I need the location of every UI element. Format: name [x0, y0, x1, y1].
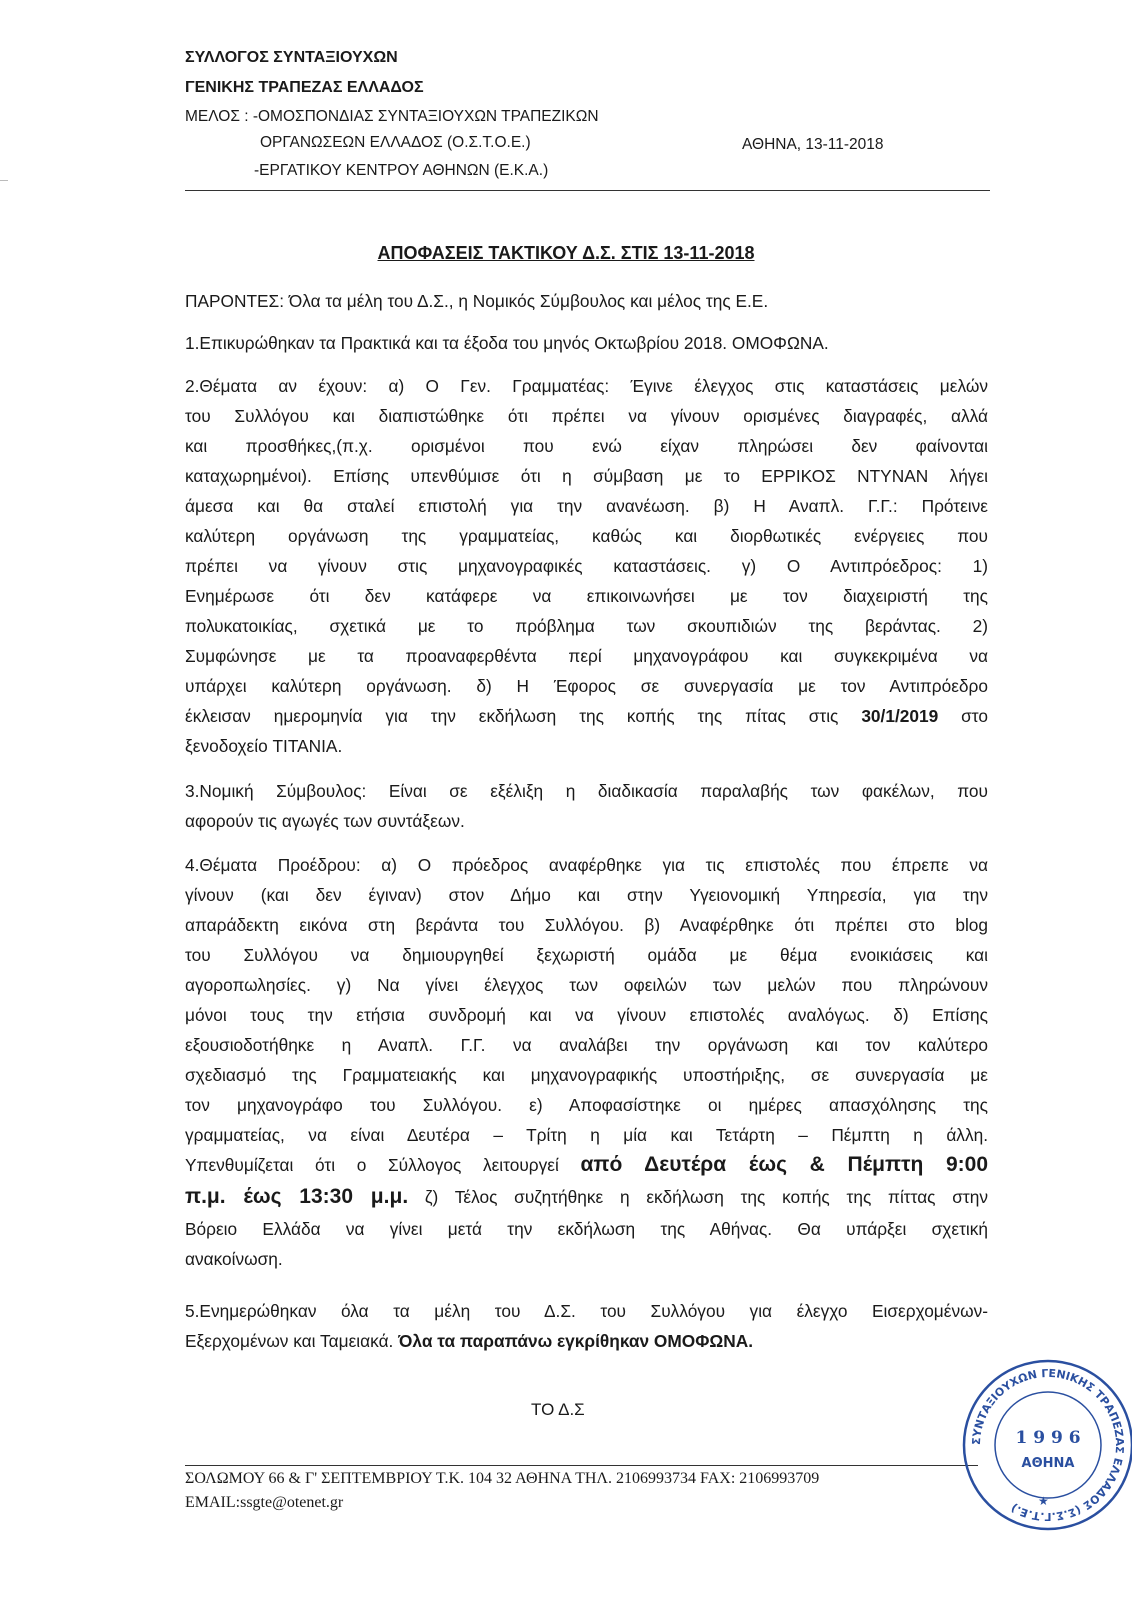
item-1-paragraph [185, 328, 988, 358]
item-2-text: στο [961, 706, 988, 726]
item-4-line [185, 1182, 988, 1214]
org-name: ΣΥΛΛΟΓΟΣ ΣΥΝΤΑΞΙΟΥΧΩΝ [185, 49, 398, 66]
item-2-line: Συμφώνησε με τα προαναφερθέντα περί μηχανογράφου και συγκεκριμένα να [185, 646, 988, 666]
attendees-line: ΠΑΡΟΝΤΕΣ: Όλα τα μέλη του Δ.Σ., η Νομικός Σύμβουλος και μέλος της Ε.Ε. [185, 291, 769, 311]
item-4-line: Βόρειο Ελλάδα να γίνει μετά την εκδήλωση της Αθήνας. Θα υπάρξει σχετική [185, 1219, 988, 1239]
item-4-line: απαράδεκτη εικόνα στη βεράντα του Συλλόγου. β) Αναφέρθηκε ότι πρέπει στο blog [185, 915, 988, 935]
item-4-line: ανακοίνωση. [185, 1249, 283, 1269]
item-2-paragraph [185, 371, 988, 761]
approval-statement: Όλα τα παραπάνω εγκρίθηκαν ΟΜΟΦΩΝΑ. [398, 1331, 753, 1351]
member-of-eka: -ΕΡΓΑΤΙΚΟΥ ΚΕΝΤΡΟΥ ΑΘΗΝΩΝ (Ε.Κ.Α.) [254, 162, 549, 179]
item-5-paragraph [185, 1296, 988, 1356]
item-4-text: ζ) Τέλος συζητήθηκε η εκδήλωση της κοπής της πίττας στην [408, 1187, 989, 1207]
item-2-line: πρέπει να γίνουν στις μηχανογραφικές καταστάσεις. γ) Ο Αντιπρόεδρος: 1) [185, 556, 988, 576]
office-hours: από Δευτέρα έως & Πέμπτη 9:00 [580, 1153, 989, 1176]
item-3-line: αφορούν τις αγωγές των συντάξεων. [185, 811, 465, 831]
item-2-line: άμεσα και θα σταλεί επιστολή για την ανανέωση. β) Η Αναπλ. Γ.Γ.: Πρότεινε [185, 496, 988, 516]
member-of-ostoe: ΟΡΓΑΝΩΣΕΩΝ ΕΛΛΑΔΟΣ (Ο.Σ.Τ.Ο.Ε.) [260, 134, 531, 151]
attendees-paragraph [185, 286, 988, 316]
item-2-line: πολυκατοικίας, σχετικά με το πρόβλημα των σκουπιδιών της βεράντας. 2) [185, 616, 988, 636]
item-2-text: έκλεισαν ημερομηνία για την εκδήλωση της κοπής της πίτας στις [185, 706, 839, 726]
stamp-year: 1 9 9 6 [1015, 1428, 1081, 1448]
item-5-line [185, 1326, 988, 1356]
item-4-line: μόνοι τους την ετήσια συνδρομή και να γίνουν επιστολές αναλόγως. δ) Επίσης [185, 1005, 988, 1025]
stamp-city: ΑΘΗΝΑ [1021, 1456, 1075, 1471]
scan-mark [0, 180, 8, 181]
item-4-line: τον μηχανογράφο του Συλλόγου. ε) Αποφασίστηκε οι ημέρες απασχόλησης της [185, 1095, 988, 1115]
item-2-line: του Συλλόγου και διαπιστώθηκε ότι πρέπει να γίνουν ορισμένες διαγραφές, αλλά [185, 406, 988, 426]
item-2-line: υπάρχει καλύτερη οργάνωση. δ) Η Έφορος σε συνεργασία με τον Αντιπρόεδρο [185, 676, 988, 696]
item-2-line: 2.Θέματα αν έχουν: α) Ο Γεν. Γραμματέας: Έγινε έλεγχος στις καταστάσεις μελών [185, 376, 988, 396]
item-3-line: 3.Νομική Σύμβουλος: Είναι σε εξέλιξη η διαδικασία παραλαβής των φακέλων, που [185, 781, 988, 801]
footer-address: ΣΟΛΩΜΟΥ 66 & Γ' ΣΕΠΤΕΜΒΡΙΟΥ Τ.Κ. 104 32 ΑΘΗΝΑ ΤΗΛ. 2106993734 FAX: 2106993709 [185, 1470, 820, 1487]
association-stamp [958, 1355, 1132, 1535]
org-bank: ΓΕΝΙΚΗΣ ΤΡΑΠΕΖΑΣ ΕΛΛΑΔΟΣ [185, 79, 424, 96]
item-4-text: Υπενθυμίζεται ότι ο Σύλλογος λειτουργεί [185, 1155, 559, 1175]
item-2-line: καταχωρημένοι). Επίσης υπενθύμισε ότι η σύμβαση με το ΕΡΡΙΚΟΣ ΝΤΥΝΑΝ λήγει [185, 466, 988, 486]
item-4-line: σχεδιασμό της Γραμματειακής και μηχανογραφικής υποστήριξης, σε συνεργασία με [185, 1065, 988, 1085]
stamp-ring-label: ΣΥΝΤΑΞΙΟΥΧΩΝ ΓΕΝΙΚΗΣ ΤΡΑΠΕΖΑΣ ΕΛΛΑΔΟΣ (Σ.Σ.Γ.Τ.Ε.) [969, 1366, 1127, 1524]
document-date: ΑΘΗΝΑ, 13-11-2018 [742, 136, 884, 153]
item-1-line: 1.Επικυρώθηκαν τα Πρακτικά και τα έξοδα του μηνός Οκτωβρίου 2018. ΟΜΟΦΩΝΑ. [185, 333, 829, 353]
footer-divider [185, 1465, 978, 1466]
office-hours-time: π.μ. έως 13:30 μ.μ. [185, 1185, 409, 1208]
item-2-line: ξενοδοχείο TITANIA. [185, 736, 343, 756]
item-3-paragraph [185, 776, 988, 836]
item-2-line: Ενημέρωσε ότι δεν κατάφερε να επικοινωνήσει με τον διαχειριστή της [185, 586, 988, 606]
header-divider [185, 190, 990, 191]
document-title: ΑΠΟΦΑΣΕΙΣ ΤΑΚΤΙΚΟΥ Δ.Σ. ΣΤΙΣ 13-11-2018 [377, 243, 755, 263]
item-4-line [185, 1150, 988, 1182]
item-4-line: εξουσιοδοτήθηκε η Αναπλ. Γ.Γ. να αναλάβει την οργάνωση και τον καλύτερο [185, 1035, 988, 1055]
item-4-line: γραμματείας, να είναι Δευτέρα – Τρίτη η μία και Τετάρτη – Πέμπτη η άλλη. [185, 1125, 988, 1145]
member-of-line: ΜΕΛΟΣ : -ΟΜΟΣΠΟΝΔΙΑΣ ΣΥΝΤΑΞΙΟΥΧΩΝ ΤΡΑΠΕΖΙΚΩΝ [185, 108, 599, 125]
item-4-paragraph [185, 850, 988, 1274]
item-4-line: 4.Θέματα Προέδρου: α) Ο πρόεδρος αναφέρθηκε για τις επιστολές που έπρεπε να [185, 855, 988, 875]
item-5-line: 5.Ενημερώθηκαν όλα τα μέλη του Δ.Σ. του Συλλόγου για έλεγχο Εισερχομένων- [185, 1301, 988, 1321]
item-4-line: γίνουν (και δεν έγιναν) στον Δήμο και στην Υγειονομική Υπηρεσία, για την [185, 885, 988, 905]
footer-email: EMAIL:ssgte@otenet.gr [185, 1494, 344, 1511]
item-4-line: αγοροπωλησίες. γ) Να γίνει έλεγχος των οφειλών των μελών που πληρώνουν [185, 975, 988, 995]
stamp-star-icon: ★ [1038, 1494, 1049, 1508]
item-5-text: Εξερχομένων και Ταμειακά. [185, 1331, 399, 1351]
event-date: 30/1/2019 [861, 706, 939, 726]
item-2-line: καλύτερη οργάνωση της γραμματείας, καθώς και διορθωτικές ενέργειες που [185, 526, 988, 546]
item-2-line: και προσθήκες,(π.χ. ορισμένοι που ενώ είχαν πληρώσει δεν φαίνονται [185, 436, 988, 456]
item-2-line [185, 701, 988, 731]
signature: ΤΟ Δ.Σ [531, 1400, 585, 1419]
item-4-line: του Συλλόγου να δημιουργηθεί ξεχωριστή ομάδα με θέμα ενοικιάσεις και [185, 945, 988, 965]
